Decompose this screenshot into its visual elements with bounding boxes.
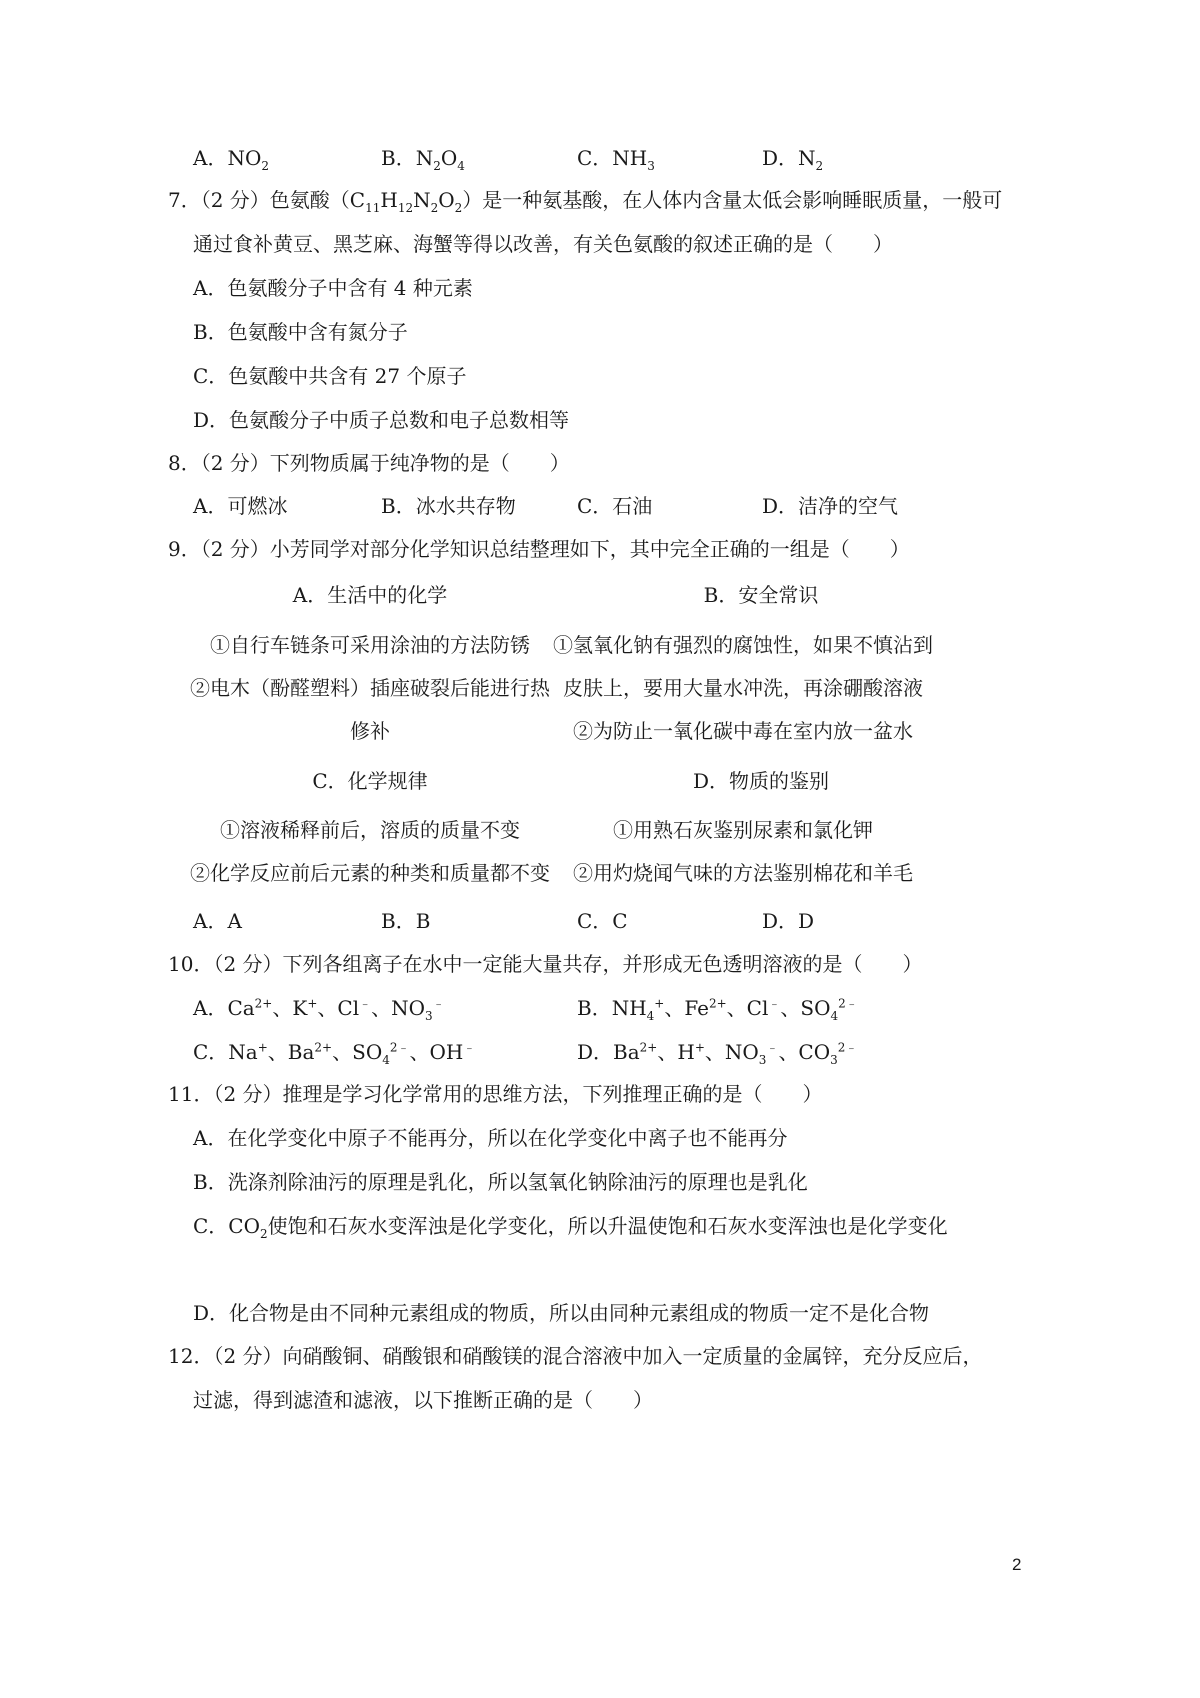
q11-option-c: C．$CO_2$使饱和石灰水变浑浊是化学变化，所以升温使饱和石灰水变浑浊也是化学变化 [193,1214,948,1241]
q9-option-d: D．D [762,909,815,933]
q9-table-b-header: B．安全常识 [703,583,819,607]
q10-option-a: A．$Ca^{2+}$、K+、Cl﹣、$NO_3^﹣$ [193,996,445,1023]
q6-option-c: C．$NH_3$ [577,146,655,173]
q10-option-c: C．Na+、$Ba^{2+}$、$SO_4^{2﹣}$、OH﹣ [193,1040,476,1067]
q8-option-a: A．可燃冰 [193,494,288,518]
q9-table-b-item2: ②为防止一氧化碳中毒在室内放一盆水 [573,719,913,743]
q7-option-b: B．色氨酸中含有氮分子 [193,320,408,344]
q12-stem-line1: 12．（2 分）向硝酸铜、硝酸银和硝酸镁的混合溶液中加入一定质量的金属锌，充分反应后， [168,1344,983,1368]
q9-table-c-item1: ①溶液稀释前后，溶质的质量不变 [220,818,520,842]
q9-table-d-header: D．物质的鉴别 [692,769,830,793]
page-number: 2 [1012,1555,1022,1574]
q9-table-b-item1: ①氢氧化钠有强烈的腐蚀性，如果不慎沾到 [553,633,933,657]
q11-option-d: D．化合物是由不同种元素组成的物质，所以由同种元素组成的物质一定不是化合物 [193,1301,930,1325]
q11-option-b: B．洗涤剂除油污的原理是乳化，所以氢氧化钠除油污的原理也是乳化 [193,1170,808,1194]
q9-table-c-item2: ②化学反应前后元素的种类和质量都不变 [190,861,550,885]
q9-table-a-header: A．生活中的化学 [292,583,448,607]
q6-option-d: D．$N_2$ [762,146,824,173]
q9-table-b-item1-cont: 皮肤上，要用大量水冲洗，再涂硼酸溶液 [563,676,923,700]
q9-table-d-item1: ①用熟石灰鉴别尿素和氯化钾 [613,818,873,842]
q7-stem-line2: 通过食补黄豆、黑芝麻、海蟹等得以改善，有关色氨酸的叙述正确的是（ ） [193,232,893,256]
q9-option-c: C．C [577,909,628,933]
q9-table-a-item1: ①自行车链条可采用涂油的方法防锈 [210,633,530,657]
q11-stem: 11．（2 分）推理是学习化学常用的思维方法，下列推理正确的是（ ） [168,1082,823,1106]
q8-option-b: B．冰水共存物 [381,494,516,518]
q9-table-a-item2: ②电木（酚醛塑料）插座破裂后能进行热 [190,676,550,700]
q9-option-b: B．B [381,909,431,933]
q8-option-c: C．石油 [577,494,653,518]
q7-stem-line1: 7．（2 分）色氨酸$(C_{11}H_{12}N_2O_2)$是一种氨基酸，在人体内含量太低会影响睡眠质量，一般可 [168,188,1003,215]
q6-option-a: A．$NO_2$ [193,146,269,173]
q7-option-d: D．色氨酸分子中质子总数和电子总数相等 [193,408,570,432]
q8-option-d: D．洁净的空气 [762,494,899,518]
q7-option-c: C．色氨酸中共含有 27 个原子 [193,364,467,388]
q7-option-a: A．色氨酸分子中含有 4 种元素 [193,276,473,300]
q8-stem: 8．（2 分）下列物质属于纯净物的是（ ） [168,451,570,475]
q12-stem-line2: 过滤，得到滤渣和滤液，以下推断正确的是（ ） [193,1388,653,1412]
q9-option-a: A．A [193,909,242,933]
q11-option-a: A．在化学变化中原子不能再分，所以在化学变化中离子也不能再分 [193,1126,788,1150]
q9-table-c-header: C．化学规律 [312,769,428,793]
q10-option-d: D．$Ba^{2+}$、H+、$NO_3^﹣$、$CO_3^{2﹣}$ [577,1040,858,1067]
q9-table-a-item2-cont: 修补 [350,719,390,743]
q10-option-b: B．$NH_4^+$、$Fe^{2+}$、Cl﹣、$SO_4^{2﹣}$ [577,996,858,1023]
q9-stem: 9．（2 分）小芳同学对部分化学知识总结整理如下，其中完全正确的一组是（ ） [168,537,910,561]
q6-option-b: B．$N_2O_4$ [381,146,465,173]
q9-table-d-item2: ②用灼烧闻气味的方法鉴别棉花和羊毛 [573,861,913,885]
q10-stem: 10．（2 分）下列各组离子在水中一定能大量共存，并形成无色透明溶液的是（ ） [168,952,923,976]
